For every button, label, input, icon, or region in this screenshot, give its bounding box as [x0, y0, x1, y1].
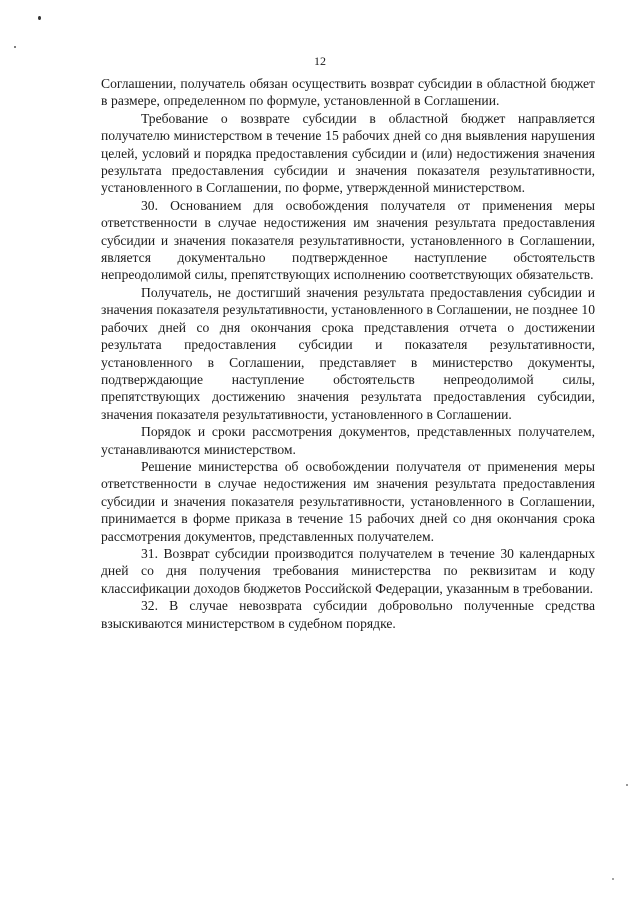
- scan-speck: [14, 46, 16, 48]
- paragraph-demand-return: Требование о возврате субсидии в областной бюджет направляется получателю министерством в течение 15 рабочих дней со дня выявления нарушения целей, условий и порядка предоставления субсидии и (или) недостижения значения результата предоставления субсидии и значения показателя результативности, установленного в Соглашении, по форме, утвержденной министерством.: [101, 110, 595, 196]
- paragraph-continuation: Соглашении, получатель обязан осуществить возврат субсидии в областной бюджет в размере, определенном по формуле, установленной в Соглашении.: [101, 76, 595, 109]
- page-number: 12: [314, 54, 326, 68]
- document-body: [101, 75, 595, 632]
- paragraph-recipient-documents: Получатель, не достигший значения результата предоставления субсидии и значения показателя результативности, установленного в Соглашении, не позднее 10 рабочих дней со дня окончания срока представления отчета о достижении результата предоставления субсидии и показателя результативности, установленного в Соглашении, представляет в министерство документы, подтверждающие наступление обстоятельств непреодолимой силы, препятствующих достижению значения результата предоставления субсидии, значения показателя результативности, установленного в Соглашении.: [101, 284, 595, 422]
- paragraph-clause-31: 31. Возврат субсидии производится получателем в течение 30 календарных дней со дня получения требования министерства по реквизитам и коду классификации доходов бюджетов Российской Федерации, указанным в требовании.: [101, 545, 595, 596]
- scan-speck: [612, 878, 614, 880]
- paragraph-review-procedure: Порядок и сроки рассмотрения документов, представленных получателем, устанавливаются министерством.: [101, 424, 595, 457]
- paragraph-clause-32: 32. В случае невозврата субсидии добровольно полученные средства взыскиваются министерством в судебном порядке.: [101, 598, 595, 631]
- scan-speck: [626, 784, 628, 786]
- paragraph-ministry-decision: Решение министерства об освобождении получателя от применения меры ответственности в случае недостижения им значения результата предоставления субсидии и значения показателя результативности, установленного в Соглашении, принимается в форме приказа в течение 15 рабочих дней со дня окончания срока рассмотрения документов, представленных получателем.: [101, 458, 595, 544]
- scan-speck: [38, 16, 41, 20]
- paragraph-clause-30: 30. Основанием для освобождения получателя от применения меры ответственности в случае недостижения им значения результата предоставления субсидии и значения показателя результативности, установленного в Соглашении, является документально подтвержденное наступление обстоятельств непреодолимой силы, препятствующих исполнению соответствующих обязательств.: [101, 197, 595, 283]
